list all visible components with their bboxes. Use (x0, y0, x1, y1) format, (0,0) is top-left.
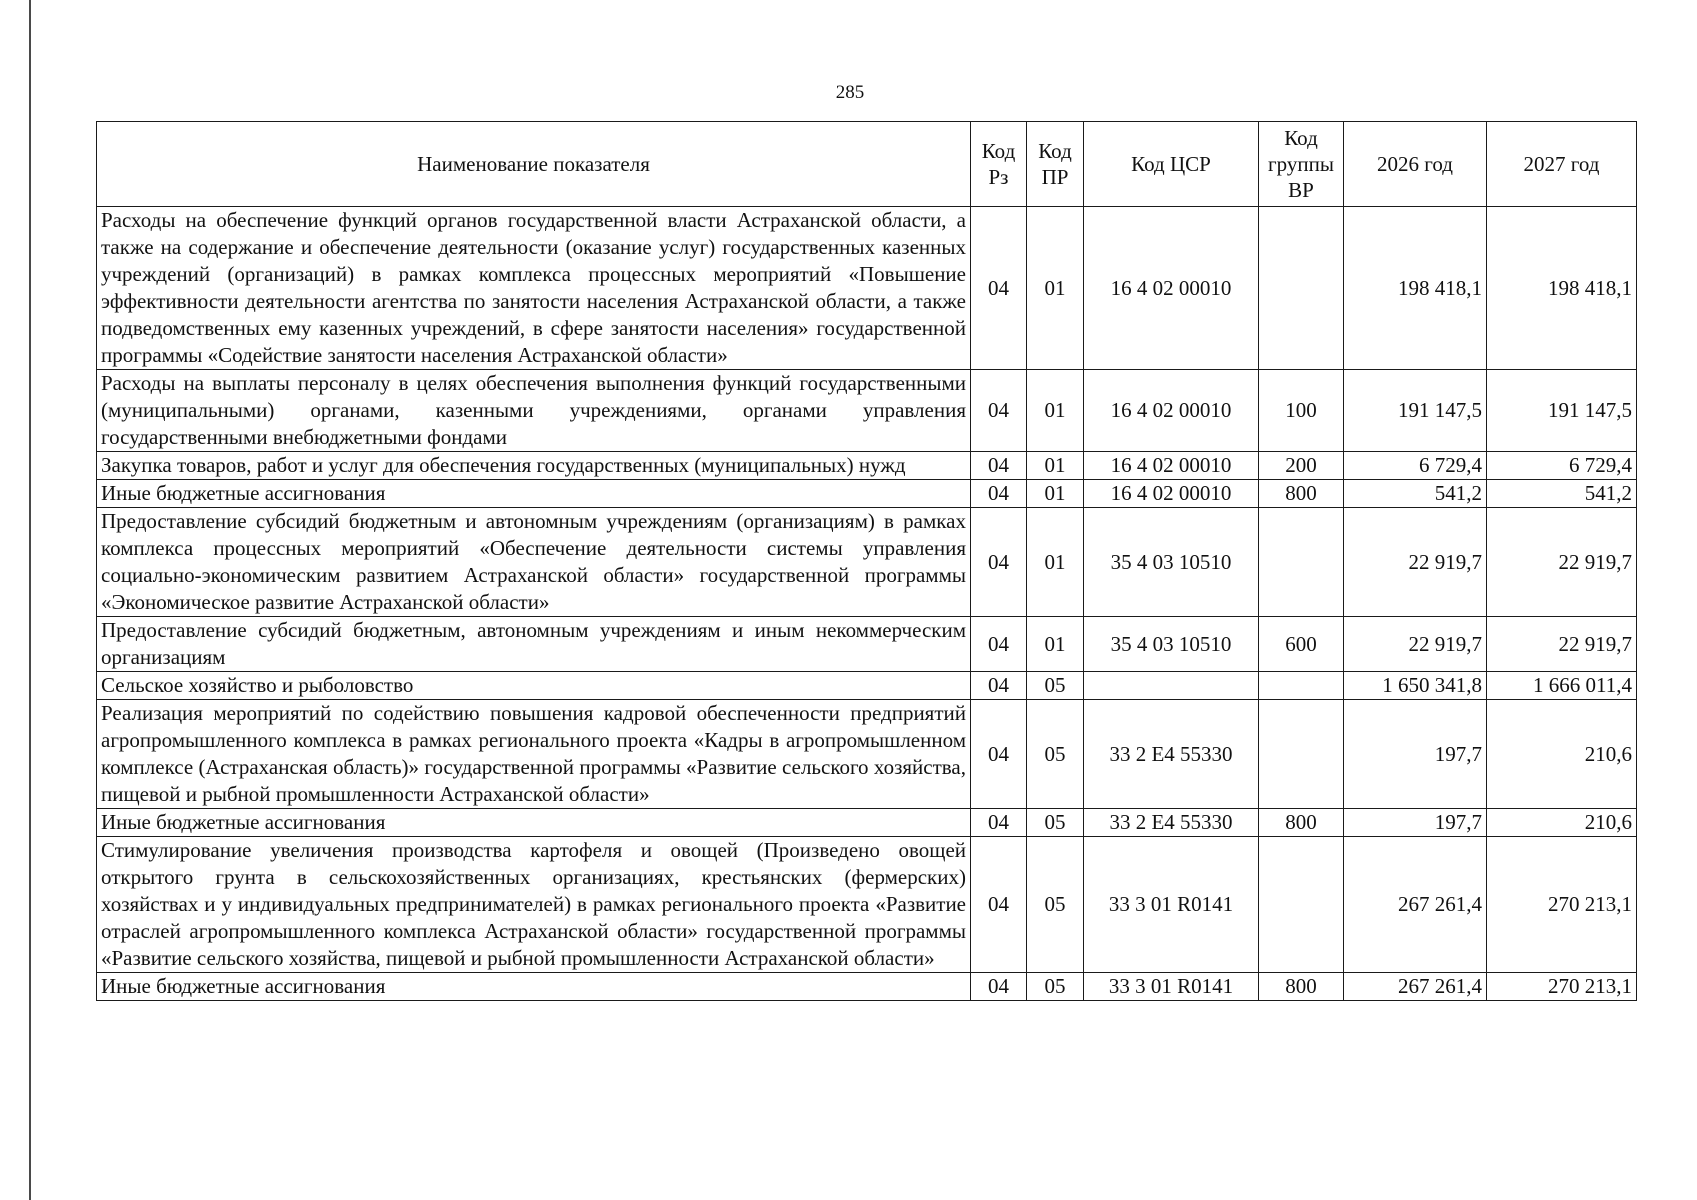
cell-name: Стимулирование увеличения производства картофеля и овощей (Произведено овощей открытого грунта в сельскохозяйственных организациях, крестьянских (фермерских) хозяйствах и у индивидуальных предпринимателей) в рамках регионального проекта «Развитие отраслей агропромышленного комплекса Астраханской области» государственной программы «Развитие сельского хозяйства, пищевой и рыбной промышленности Астраханской области» (97, 837, 971, 973)
cell-pr-code: 05 (1027, 973, 1084, 1001)
cell-amount-2026: 6 729,4 (1344, 452, 1487, 480)
header-csr: Код ЦСР (1084, 122, 1259, 207)
cell-amount-2027: 22 919,7 (1487, 508, 1637, 617)
cell-pr-code: 01 (1027, 452, 1084, 480)
cell-rz-code: 04 (971, 809, 1027, 837)
header-pr: Код ПР (1027, 122, 1084, 207)
cell-vr-code: 800 (1259, 973, 1344, 1001)
cell-name: Сельское хозяйство и рыболовство (97, 672, 971, 700)
cell-amount-2026: 1 650 341,8 (1344, 672, 1487, 700)
cell-rz-code: 04 (971, 480, 1027, 508)
cell-amount-2026: 22 919,7 (1344, 617, 1487, 672)
table-row (97, 837, 1637, 973)
cell-csr-code: 16 4 02 00010 (1084, 480, 1259, 508)
cell-vr-code: 100 (1259, 370, 1344, 452)
cell-name: Иные бюджетные ассигнования (97, 480, 971, 508)
cell-csr-code: 35 4 03 10510 (1084, 508, 1259, 617)
cell-name: Предоставление субсидий бюджетным и автономным учреждениям (организациям) в рамках комплекса процессных мероприятий «Обеспечение деятельности системы управления социально-экономическим развитием Астраханской области» государственной программы «Экономическое развитие Астраханской области» (97, 508, 971, 617)
cell-pr-code: 01 (1027, 617, 1084, 672)
page-number: 285 (835, 82, 865, 103)
cell-vr-code: 200 (1259, 452, 1344, 480)
cell-pr-code: 05 (1027, 672, 1084, 700)
cell-name: Иные бюджетные ассигнования (97, 973, 971, 1001)
cell-pr-code: 05 (1027, 837, 1084, 973)
cell-amount-2026: 267 261,4 (1344, 973, 1487, 1001)
cell-name: Закупка товаров, работ и услуг для обеспечения государственных (муниципальных) нужд (97, 452, 971, 480)
table-row (97, 452, 1637, 480)
cell-csr-code: 33 3 01 R0141 (1084, 837, 1259, 973)
header-rz: Код Рз (971, 122, 1027, 207)
table-body (97, 207, 1637, 1001)
cell-amount-2027: 270 213,1 (1487, 837, 1637, 973)
cell-pr-code: 05 (1027, 700, 1084, 809)
cell-vr-code (1259, 207, 1344, 370)
table-row (97, 508, 1637, 617)
cell-rz-code: 04 (971, 672, 1027, 700)
cell-csr-code: 16 4 02 00010 (1084, 370, 1259, 452)
cell-vr-code: 800 (1259, 480, 1344, 508)
table-row (97, 809, 1637, 837)
cell-vr-code (1259, 837, 1344, 973)
cell-vr-code (1259, 700, 1344, 809)
cell-pr-code: 01 (1027, 207, 1084, 370)
cell-amount-2027: 1 666 011,4 (1487, 672, 1637, 700)
cell-amount-2027: 541,2 (1487, 480, 1637, 508)
cell-pr-code: 05 (1027, 809, 1084, 837)
cell-pr-code: 01 (1027, 370, 1084, 452)
cell-name: Предоставление субсидий бюджетным, автономным учреждениям и иным некоммерческим организациям (97, 617, 971, 672)
cell-rz-code: 04 (971, 837, 1027, 973)
header-name: Наименование показателя (97, 122, 971, 207)
table-row (97, 617, 1637, 672)
header-2027: 2027 год (1487, 122, 1637, 207)
cell-amount-2027: 191 147,5 (1487, 370, 1637, 452)
cell-amount-2026: 22 919,7 (1344, 508, 1487, 617)
header-2026: 2026 год (1344, 122, 1487, 207)
page-margin-line (29, 0, 31, 1200)
cell-amount-2027: 210,6 (1487, 809, 1637, 837)
cell-name: Расходы на выплаты персоналу в целях обеспечения выполнения функций государственными (муниципальными) органами, казенными учреждениями, органами управления государственными внебюджетными фондами (97, 370, 971, 452)
cell-csr-code: 33 2 Е4 55330 (1084, 809, 1259, 837)
cell-rz-code: 04 (971, 973, 1027, 1001)
cell-csr-code: 16 4 02 00010 (1084, 207, 1259, 370)
cell-amount-2026: 191 147,5 (1344, 370, 1487, 452)
cell-csr-code: 16 4 02 00010 (1084, 452, 1259, 480)
cell-csr-code (1084, 672, 1259, 700)
cell-amount-2027: 198 418,1 (1487, 207, 1637, 370)
cell-amount-2026: 197,7 (1344, 700, 1487, 809)
cell-amount-2026: 541,2 (1344, 480, 1487, 508)
cell-amount-2027: 6 729,4 (1487, 452, 1637, 480)
cell-rz-code: 04 (971, 617, 1027, 672)
table-row (97, 973, 1637, 1001)
cell-amount-2027: 22 919,7 (1487, 617, 1637, 672)
cell-name: Иные бюджетные ассигнования (97, 809, 971, 837)
cell-pr-code: 01 (1027, 508, 1084, 617)
header-vr: Код группы ВР (1259, 122, 1344, 207)
cell-rz-code: 04 (971, 700, 1027, 809)
cell-name: Реализация мероприятий по содействию повышения кадровой обеспеченности предприятий агропромышленного комплекса в рамках регионального проекта «Кадры в агропромышленном комплексе (Астраханская область)» государственной программы «Развитие сельского хозяйства, пищевой и рыбной промышленности Астраханской области» (97, 700, 971, 809)
cell-name: Расходы на обеспечение функций органов государственной власти Астраханской области, а также на содержание и обеспечение деятельности (оказание услуг) государственных казенных учреждений (организаций) в рамках комплекса процессных мероприятий «Повышение эффективности деятельности агентства по занятости населения Астраханской области, а также подведомственных ему казенных учреждений, в сфере занятости населения» государственной программы «Содействие занятости населения Астраханской области» (97, 207, 971, 370)
cell-vr-code (1259, 508, 1344, 617)
cell-vr-code (1259, 672, 1344, 700)
cell-rz-code: 04 (971, 207, 1027, 370)
cell-csr-code: 33 2 Е4 55330 (1084, 700, 1259, 809)
cell-csr-code: 35 4 03 10510 (1084, 617, 1259, 672)
cell-amount-2026: 267 261,4 (1344, 837, 1487, 973)
cell-amount-2026: 197,7 (1344, 809, 1487, 837)
table-row (97, 700, 1637, 809)
table-row (97, 207, 1637, 370)
cell-vr-code: 600 (1259, 617, 1344, 672)
table-header-row (97, 122, 1637, 207)
cell-csr-code: 33 3 01 R0141 (1084, 973, 1259, 1001)
table-row (97, 672, 1637, 700)
cell-vr-code: 800 (1259, 809, 1344, 837)
table-row (97, 370, 1637, 452)
cell-rz-code: 04 (971, 452, 1027, 480)
cell-rz-code: 04 (971, 370, 1027, 452)
cell-rz-code: 04 (971, 508, 1027, 617)
cell-amount-2026: 198 418,1 (1344, 207, 1487, 370)
cell-amount-2027: 210,6 (1487, 700, 1637, 809)
cell-pr-code: 01 (1027, 480, 1084, 508)
cell-amount-2027: 270 213,1 (1487, 973, 1637, 1001)
table-row (97, 480, 1637, 508)
budget-table (96, 121, 1637, 1001)
